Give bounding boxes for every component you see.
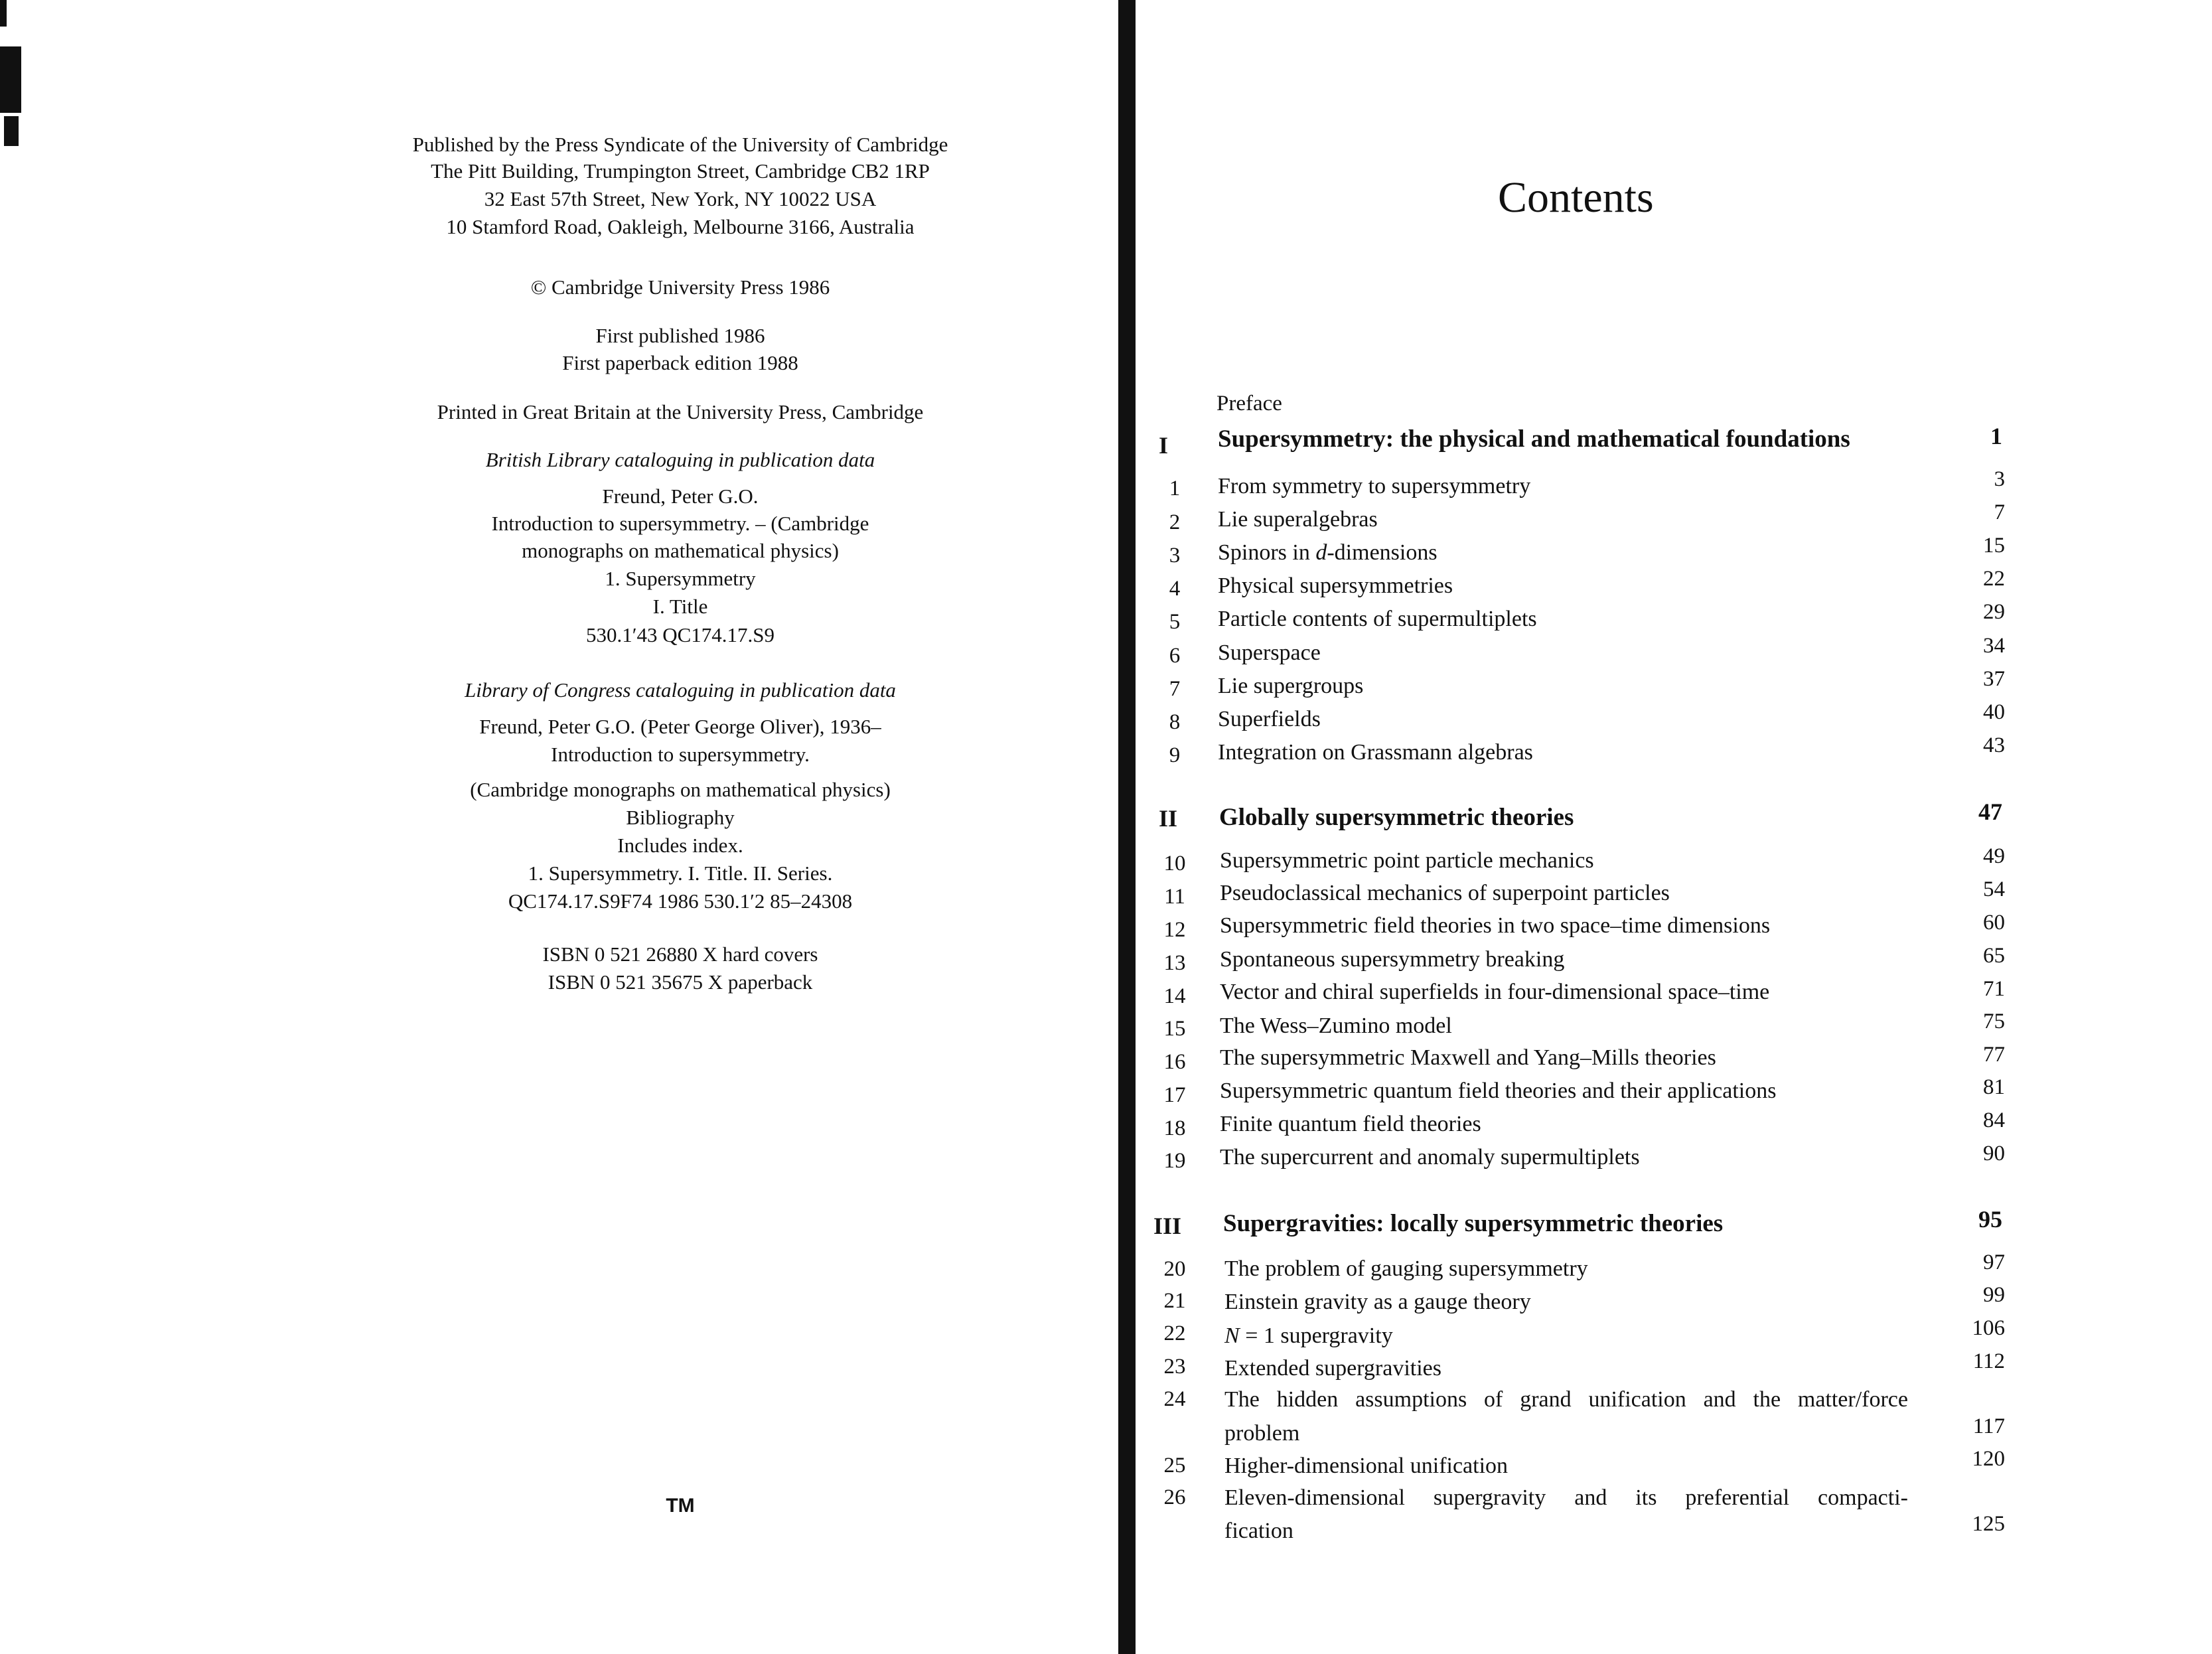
chapter-title: Superfields	[1218, 707, 1321, 731]
chapter-title: N = 1 supergravity	[1224, 1323, 1393, 1348]
catalogue-line: Freund, Peter G.O.	[602, 485, 759, 508]
chapter-number: 1	[1169, 477, 1181, 500]
catalogue-line: Includes index.	[617, 834, 743, 857]
catalogue-line: monographs on mathematical physics)	[522, 539, 839, 562]
chapter-page-number: 120	[1972, 1447, 2005, 1471]
chapter-title: Supersymmetric field theories in two space–time dimensions	[1220, 913, 1771, 938]
part-title: Globally supersymmetric theories	[1219, 804, 1574, 831]
chapter-page-number: 29	[1983, 600, 2005, 624]
chapter-number: 24	[1163, 1387, 1186, 1411]
chapter-title: Vector and chiral superfields in four-dimensional space–time	[1220, 980, 1770, 1004]
part-number: II	[1159, 805, 1178, 832]
chapter-page-number: 60	[1983, 911, 2005, 935]
chapter-number: 10	[1163, 852, 1186, 875]
chapter-page-number: 84	[1983, 1108, 2005, 1132]
chapter-number: 8	[1169, 710, 1181, 734]
chapter-page-number: 15	[1983, 534, 2005, 558]
chapter-page-number: 90	[1983, 1142, 2005, 1165]
part-title: Supergravities: locally supersymmetric theories	[1223, 1210, 1724, 1237]
printed-line: Printed in Great Britain at the University Press, Cambridge	[437, 400, 924, 423]
chapter-number: 7	[1169, 677, 1181, 701]
chapter-title: Finite quantum field theories	[1220, 1112, 1481, 1136]
catalogue-line: (Cambridge monographs on mathematical physics)	[470, 778, 891, 801]
isbn-line: ISBN 0 521 35675 X paperback	[548, 970, 813, 994]
chapter-number: 17	[1163, 1083, 1186, 1107]
chapter-page-number: 7	[1994, 500, 2005, 524]
part-number: I	[1159, 432, 1169, 459]
chapter-title: The Wess–Zumino model	[1220, 1014, 1452, 1038]
catalogue-line: Introduction to supersymmetry.	[551, 743, 810, 766]
publisher-line: 32 East 57th Street, New York, NY 10022 USA	[484, 187, 877, 210]
publisher-line: The Pitt Building, Trumpington Street, Cambridge CB2 1RP	[431, 159, 930, 183]
chapter-title: The supercurrent and anomaly supermultiplets	[1220, 1145, 1640, 1169]
chapter-number: 12	[1163, 918, 1186, 942]
part-page-number: 95	[1978, 1206, 2002, 1233]
copyright-notice: © Cambridge University Press 1986	[530, 275, 830, 299]
loc-heading: Library of Congress cataloguing in publication data	[465, 678, 896, 702]
chapter-number: 14	[1163, 984, 1186, 1008]
catalogue-line: Introduction to supersymmetry. – (Cambridge	[491, 512, 869, 535]
chapter-title: Extended supergravities	[1224, 1356, 1442, 1381]
chapter-page-number: 43	[1983, 733, 2005, 757]
chapter-title: The problem of gauging supersymmetry	[1224, 1256, 1588, 1281]
chapter-page-number: 37	[1983, 667, 2005, 691]
page-title: Contents	[1498, 173, 1654, 222]
british-library-heading: British Library cataloguing in publication data	[485, 448, 875, 471]
chapter-title: Higher-dimensional unification	[1224, 1454, 1509, 1478]
chapter-number: 20	[1163, 1257, 1186, 1281]
chapter-page-number: 112	[1972, 1349, 2005, 1373]
part-page-number: 1	[1990, 423, 2002, 449]
chapter-title: Supersymmetric point particle mechanics	[1220, 848, 1594, 873]
chapter-title: Spontaneous supersymmetry breaking	[1220, 947, 1565, 972]
trademark-mark: TM	[666, 1495, 695, 1517]
chapter-page-number: 77	[1983, 1043, 2005, 1067]
chapter-page-number: 117	[1972, 1414, 2005, 1438]
catalogue-line: 1. Supersymmetry	[605, 567, 756, 590]
chapter-title-continued: problem	[1224, 1421, 1300, 1446]
chapter-page-number: 75	[1983, 1010, 2005, 1033]
chapter-number: 25	[1163, 1454, 1186, 1477]
chapter-title: Lie superalgebras	[1218, 507, 1378, 532]
chapter-number: 22	[1163, 1321, 1186, 1345]
chapter-number: 21	[1163, 1289, 1186, 1313]
chapter-page-number: 54	[1983, 877, 2005, 901]
chapter-title: Einstein gravity as a gauge theory	[1224, 1290, 1531, 1314]
chapter-number: 5	[1169, 610, 1181, 634]
chapter-page-number: 106	[1972, 1316, 2005, 1340]
chapter-page-number: 81	[1983, 1075, 2005, 1099]
chapter-number: 19	[1163, 1149, 1186, 1173]
catalogue-line: QC174.17.S9F74 1986 530.1′2 85–24308	[508, 889, 853, 913]
chapter-page-number: 97	[1983, 1250, 2005, 1274]
catalogue-line: 1. Supersymmetry. I. Title. II. Series.	[528, 862, 833, 885]
chapter-title: Eleven-dimensional supergravity and its preferential compacti-	[1224, 1485, 1908, 1510]
chapter-page-number: 71	[1983, 977, 2005, 1001]
publication-line: First published 1986	[595, 324, 765, 347]
chapter-number: 11	[1164, 885, 1185, 909]
publication-line: First paperback edition 1988	[562, 351, 798, 374]
chapter-title: Superspace	[1218, 640, 1321, 665]
part-title: Supersymmetry: the physical and mathematical foundations	[1218, 425, 1850, 453]
chapter-number: 6	[1169, 644, 1181, 668]
chapter-title: Spinors in d-dimensions	[1218, 540, 1438, 565]
chapter-number: 18	[1163, 1116, 1186, 1140]
chapter-page-number: 99	[1983, 1283, 2005, 1307]
chapter-page-number: 22	[1983, 567, 2005, 591]
chapter-page-number: 125	[1972, 1512, 2005, 1536]
chapter-title: The hidden assumptions of grand unification and the matter/force	[1224, 1387, 1908, 1412]
chapter-number: 2	[1169, 510, 1181, 534]
chapter-number: 15	[1163, 1017, 1186, 1041]
publisher-line: Published by the Press Syndicate of the University of Cambridge	[412, 133, 948, 156]
publisher-line: 10 Stamford Road, Oakleigh, Melbourne 3166, Australia	[446, 215, 915, 238]
chapter-page-number: 65	[1983, 944, 2005, 968]
chapter-number: 9	[1169, 743, 1181, 767]
chapter-title: Integration on Grassmann algebras	[1218, 740, 1533, 765]
part-number: III	[1153, 1213, 1182, 1239]
chapter-title: Physical supersymmetries	[1218, 573, 1453, 598]
chapter-title: Pseudoclassical mechanics of superpoint particles	[1220, 881, 1670, 905]
chapter-number: 13	[1163, 951, 1186, 975]
catalogue-line: 530.1′43 QC174.17.S9	[585, 623, 775, 646]
chapter-title: Particle contents of supermultiplets	[1218, 607, 1537, 631]
catalogue-line: I. Title	[652, 595, 708, 618]
chapter-title: Supersymmetric quantum field theories and their applications	[1220, 1079, 1777, 1103]
isbn-line: ISBN 0 521 26880 X hard covers	[542, 942, 818, 966]
chapter-page-number: 40	[1983, 700, 2005, 724]
chapter-number: 26	[1163, 1485, 1186, 1509]
chapter-number: 23	[1163, 1355, 1186, 1379]
chapter-number: 16	[1163, 1050, 1186, 1074]
chapter-title: From symmetry to supersymmetry	[1218, 474, 1531, 498]
chapter-number: 4	[1169, 577, 1181, 601]
chapter-title: The supersymmetric Maxwell and Yang–Mills theories	[1220, 1045, 1716, 1070]
chapter-page-number: 3	[1994, 467, 2005, 491]
chapter-number: 3	[1169, 544, 1181, 567]
contents-page	[1136, 0, 2212, 1654]
chapter-page-number: 49	[1983, 844, 2005, 868]
chapter-title: Lie supergroups	[1218, 674, 1364, 698]
chapter-page-number: 34	[1983, 634, 2005, 658]
catalogue-line: Freund, Peter G.O. (Peter George Oliver), 1936–	[479, 715, 881, 738]
toc-preface: Preface	[1217, 392, 1282, 415]
part-page-number: 47	[1978, 798, 2002, 825]
chapter-title-continued: fication	[1224, 1519, 1293, 1543]
catalogue-line: Bibliography	[626, 806, 735, 829]
